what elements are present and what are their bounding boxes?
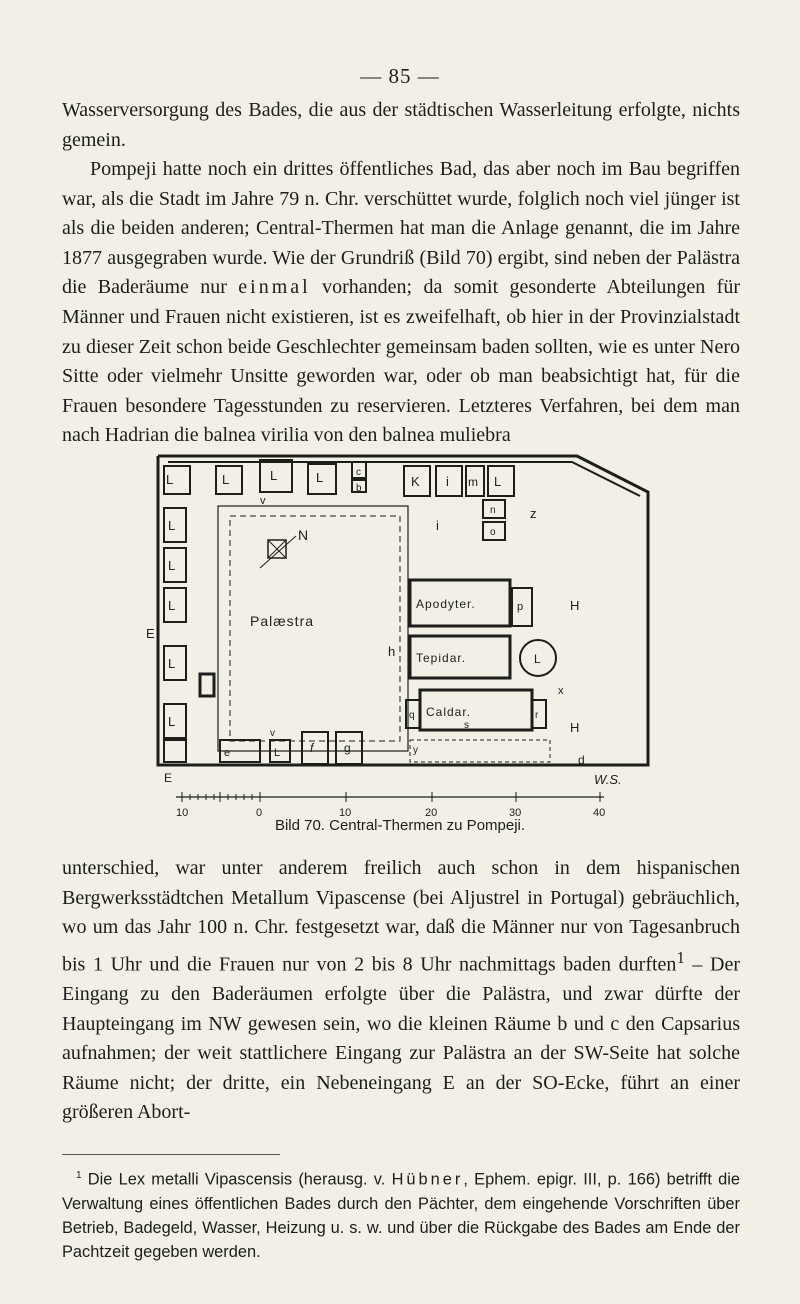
scale-bar <box>176 792 605 819</box>
label-i-top: i <box>446 474 449 489</box>
paragraph-1: Wasserversorgung des Bades, die aus der städtischen Wasserleitung erfolgte, nichts gemein. <box>62 99 740 151</box>
label-l-8: L <box>168 598 176 613</box>
label-l-10: L <box>168 714 176 729</box>
label-l-7: L <box>168 558 176 573</box>
label-o: o <box>490 527 496 538</box>
footnote-number: 1 <box>76 1170 82 1181</box>
footnote-text-a: Die Lex metalli Vipascensis (herausg. v. <box>81 1170 392 1189</box>
label-c: c <box>356 467 361 478</box>
label-h-2: H <box>570 720 580 735</box>
label-s: s <box>464 720 469 731</box>
paragraph-2-text-b: vorhanden; da somit gesonderte Abteilungen für Männer und Frauen nicht existieren, ist es zweifelhaft, ob hier in der Provinzialstadt zu dieser Zeit schon beide Geschlechter gemeinsam baden sollten, wie es unter Nero Sitte oder vielmehr Unsitte geworden war, oder ob man beabsichtigt hat, für die Frauen besondere Tagesstunden zu reservieren. Letzteres Verfahren, bei dem man nach Hadrian die balnea virilia von den balnea muliebra <box>62 276 740 447</box>
label-v-bottom: v <box>270 728 275 739</box>
paragraph-3 <box>62 854 740 1128</box>
label-v-top: v <box>260 495 266 507</box>
bath-rooms <box>406 500 556 762</box>
scale-tick-label: 30 <box>509 807 522 819</box>
label-apodyter: Apodyter. <box>416 597 476 611</box>
scale-tick-label: 0 <box>256 807 263 819</box>
label-m: m <box>468 475 478 489</box>
label-l-5: L <box>494 474 502 489</box>
label-n: n <box>490 505 496 516</box>
figure-caption: Bild 70. Central-Thermen zu Pompeji. <box>274 817 526 834</box>
label-r: r <box>535 710 539 721</box>
label-k: K <box>411 474 420 489</box>
footnote-divider <box>62 1154 280 1155</box>
rooms-bottom-row <box>220 732 362 764</box>
label-caldar: Caldar. <box>426 705 472 719</box>
scale-tick-label: 10 <box>339 807 352 819</box>
paragraph-2 <box>62 155 740 451</box>
paragraph-3-text-b: – Der Eingang zu den Baderäumen erfolgte über die Palästra, und zwar dürfte der Haupteingang im NW gewesen sein, wo die kleinen Räume b und c den Capsarius aufnahmen; der weit stattlichere Eingang zur Palästra an der SW-Seite hat solche Räume nicht; der dritte, ein Nebeneingang E an der SO-Ecke, führt an einer größeren Abort- <box>62 953 740 1124</box>
label-q: q <box>409 710 415 721</box>
label-h-small: h <box>388 644 396 659</box>
label-palaestra: Palæstra <box>250 613 315 629</box>
label-l-bottom: L <box>274 747 281 759</box>
floor-plan-figure <box>120 440 680 830</box>
label-e-bottom: E <box>164 771 173 785</box>
label-y: y <box>413 745 418 756</box>
label-ws: W.S. <box>594 772 622 787</box>
label-l-1: L <box>166 472 174 487</box>
label-l-2: L <box>222 472 230 487</box>
paragraph-2-text-a: Pompeji hatte noch ein drittes öffentliches Bad, das aber noch im Bau begriffen war, als die Stadt im Jahre 79 n. Chr. verschüttet wurde, folglich noch viel jünger ist als die beiden anderen; Central-Thermen hat man die Anlage genannt, die im Jahre 1877 ausgegraben wurde. Wie der Grundriß (Bild 70) ergibt, sind neben der Palästra die Baderäume nur <box>62 158 740 299</box>
label-l-round: L <box>534 652 541 666</box>
room-row-top <box>164 460 514 496</box>
page-number: — 85 — <box>360 64 440 88</box>
label-b: b <box>356 483 362 494</box>
label-l-3: L <box>270 468 278 483</box>
footnote-author: Hübner <box>391 1170 464 1189</box>
paragraph-2-emphasis: einmal <box>238 276 311 299</box>
label-z: z <box>530 506 537 521</box>
label-f: f <box>310 741 314 755</box>
label-d: d <box>578 753 585 767</box>
footnote <box>62 1164 740 1264</box>
label-x: x <box>558 685 564 697</box>
label-e-entrance: E <box>146 626 155 641</box>
footnote-text-b: , Ephem. epigr. III, p. 166) betrifft die Verwaltung eines öffentlichen Bades durch den Pächter, dem eingehende Vorschriften über Betrieb, Badegeld, Wasser, Heizung u. s. w. und über die Rückgabe des Bades am Ende der Pachtzeit gegeben werden. <box>62 1170 741 1262</box>
label-p: p <box>517 601 524 613</box>
scale-tick-label: 20 <box>425 807 438 819</box>
footnote-marker: 1 <box>676 947 685 967</box>
label-i: i <box>436 518 439 533</box>
paragraph-3-text-a: unterschied, war unter anderem freilich auch schon in dem hispanischen Bergwerksstädtchen Metallum Vipascense (bei Aljustrel in Portugal) gebräuchlich, wo um das Jahr 100 n. Chr. festgesetzt war, daß die Männer nur von Tagesanbruch bis 1 Uhr und die Frauen nur von 2 bis 8 Uhr nachmittags baden durften <box>62 857 740 976</box>
label-l-9: L <box>168 656 176 671</box>
label-l-4: L <box>316 470 324 485</box>
label-h-1: H <box>570 598 580 613</box>
label-l-6: L <box>168 518 176 533</box>
north-arrow-icon <box>260 536 296 568</box>
scale-tick-label: 10 <box>176 807 189 819</box>
label-e-small: e <box>224 747 231 759</box>
scale-tick-label: 40 <box>593 807 606 819</box>
label-north: N <box>298 527 309 543</box>
label-g: g <box>344 741 351 755</box>
label-tepidar: Tepidar. <box>416 651 467 665</box>
